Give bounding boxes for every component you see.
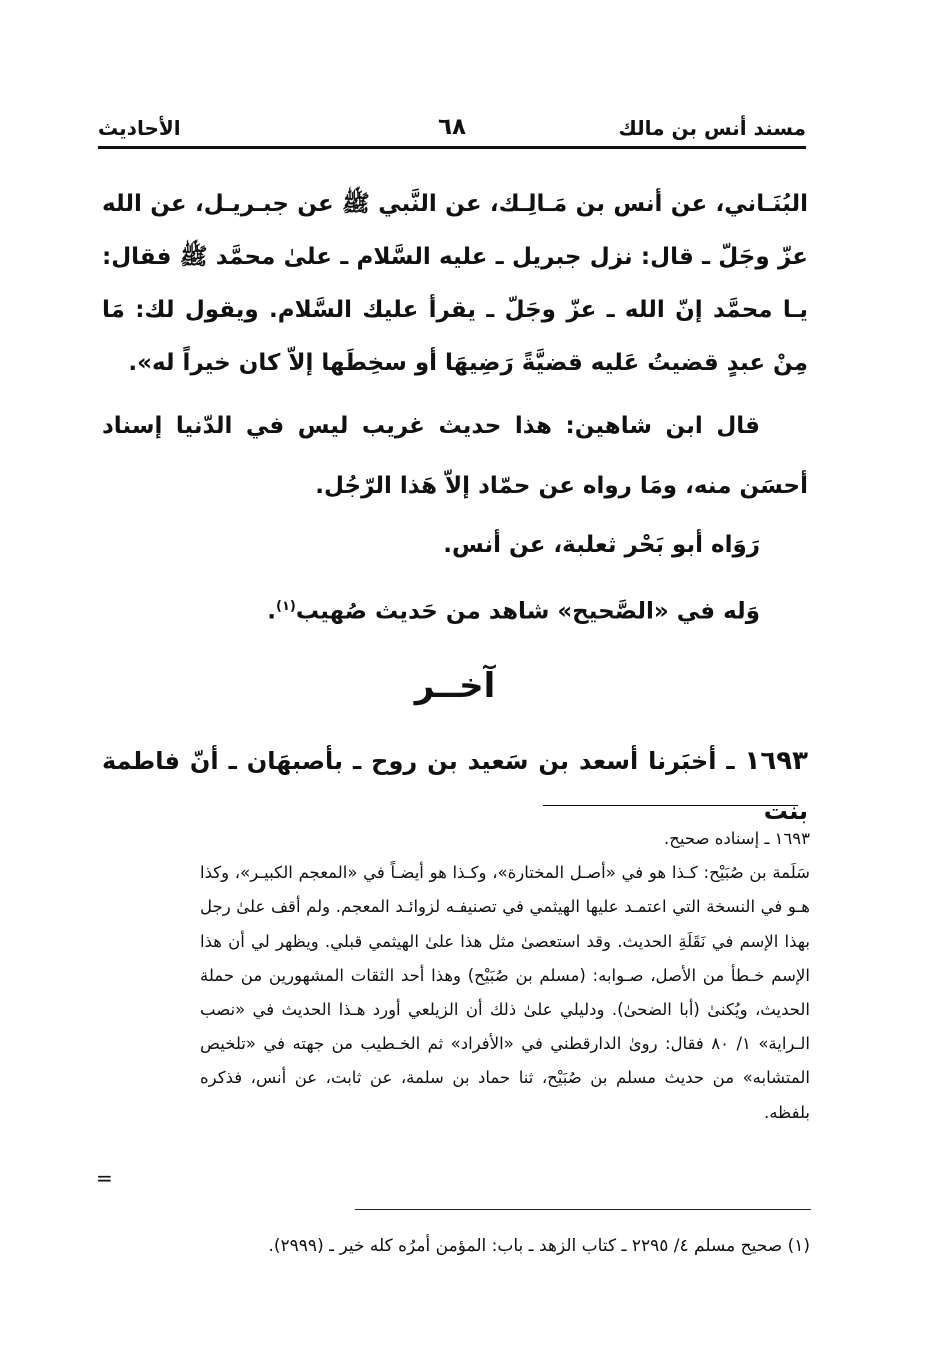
hadith-opening-line [102, 736, 808, 836]
footnote-separator-rule [355, 1209, 811, 1210]
header-section-title: الأحاديث [98, 116, 181, 140]
body-paragraph-4 [102, 582, 760, 637]
running-header [98, 112, 806, 148]
header-rule [98, 146, 806, 149]
section-heading [102, 666, 808, 706]
hadith-note [200, 822, 810, 1130]
header-book-title: مسند أنس بن مالك [618, 116, 806, 140]
continuation-mark: = [96, 1166, 113, 1190]
section-heading-text: آخــر [414, 666, 496, 706]
body-paragraph-2: قال ابن شاهين: هذا حديث غريب ليس في الدّنيا إسناد أحسَن منه، ومَا رواه عن حمّاد إلاّ هَذا الرّجُل. [102, 413, 808, 499]
body-paragraph-1: البُنَـاني، عن أنس بن مَـالِـك، عن النَّبي ﷺ عن جبـريـل، عن الله عزّ وجَلّ ـ قال: نزل جبريل ـ عليه السَّلام ـ علىٰ محمَّد ﷺ فقال: يـا محمَّد إنّ الله ـ عزّ وجَلّ ـ يقرأ عليك السَّلام. ويقول لك: مَا مِنْ عبدٍ قضيتُ عَليه قضيَّةً رَضِيهَا أو سخِطَها إلاّ كان خيراً له». [102, 191, 808, 376]
hadith-text: ـ أخبَرنا أسعد بن سَعيد بن روح ـ بأصبهَان ـ أنّ فاطمة بنت [102, 747, 808, 825]
paragraph-4-text: وَله في «الصَّحيح» شاهد من حَديث صُهيب [295, 598, 760, 625]
hadith-note-body: سَلَمة بن صُبَيْح: كـذا هو في «أصـل المختارة»، وكـذا هو أيضـاً في «المعجم الكبيـر»، وكذا هـو في النسخة التي اعتمـد عليها الهيثمي في تصنيفـه لزوائـد المعجم. ولم أقف علىٰ رجل بهذا الإسم في نَقَلَةِ الحديث. وقد استعصىٰ مثل هذا علىٰ الهيثمي قبلي. ويظهر لي أن هذا الإسم خـطأ من الأصل، صـوابه: (مسلم بن صُبَيْح) وهذا أحد الثقات المشهورين من حملة الحديث، ويُكنىٰ (أبا الضحىٰ). ودليلي علىٰ ذلك أن الزيلعي أورد هـذا الحديث في «نصب الـراية» ١/ ٨٠ فقال: روىٰ الدارقطني في «الأفراد» ثم الخـطيب من جهته في «تلخيص المتشابه» من حديث مسلم بن صُبَيْح، ثنا حماد بن سلمة، عن ثابت، عن أنس، فذكره بلفظه. [200, 863, 810, 1122]
body-separator-rule [543, 805, 798, 806]
body-paragraph-3: رَوَاه أبو بَحْر ثعلبة، عن أنس. [443, 532, 760, 558]
footnote-ref-marker: (١) [276, 599, 296, 614]
paragraph-4-end: . [267, 598, 277, 625]
hadith-note-heading: ١٦٩٣ ـ إسناده صحيح. [664, 829, 810, 848]
footnote: (١) صحيح مسلم ٤/ ٢٢٩٥ ـ كتاب الزهد ـ باب: المؤمن أمرُه كله خير ـ (٢٩٩٩). [268, 1236, 810, 1256]
header-page-number: ٦٨ [437, 114, 467, 140]
hadith-number: ١٦٩٣ [744, 746, 808, 776]
